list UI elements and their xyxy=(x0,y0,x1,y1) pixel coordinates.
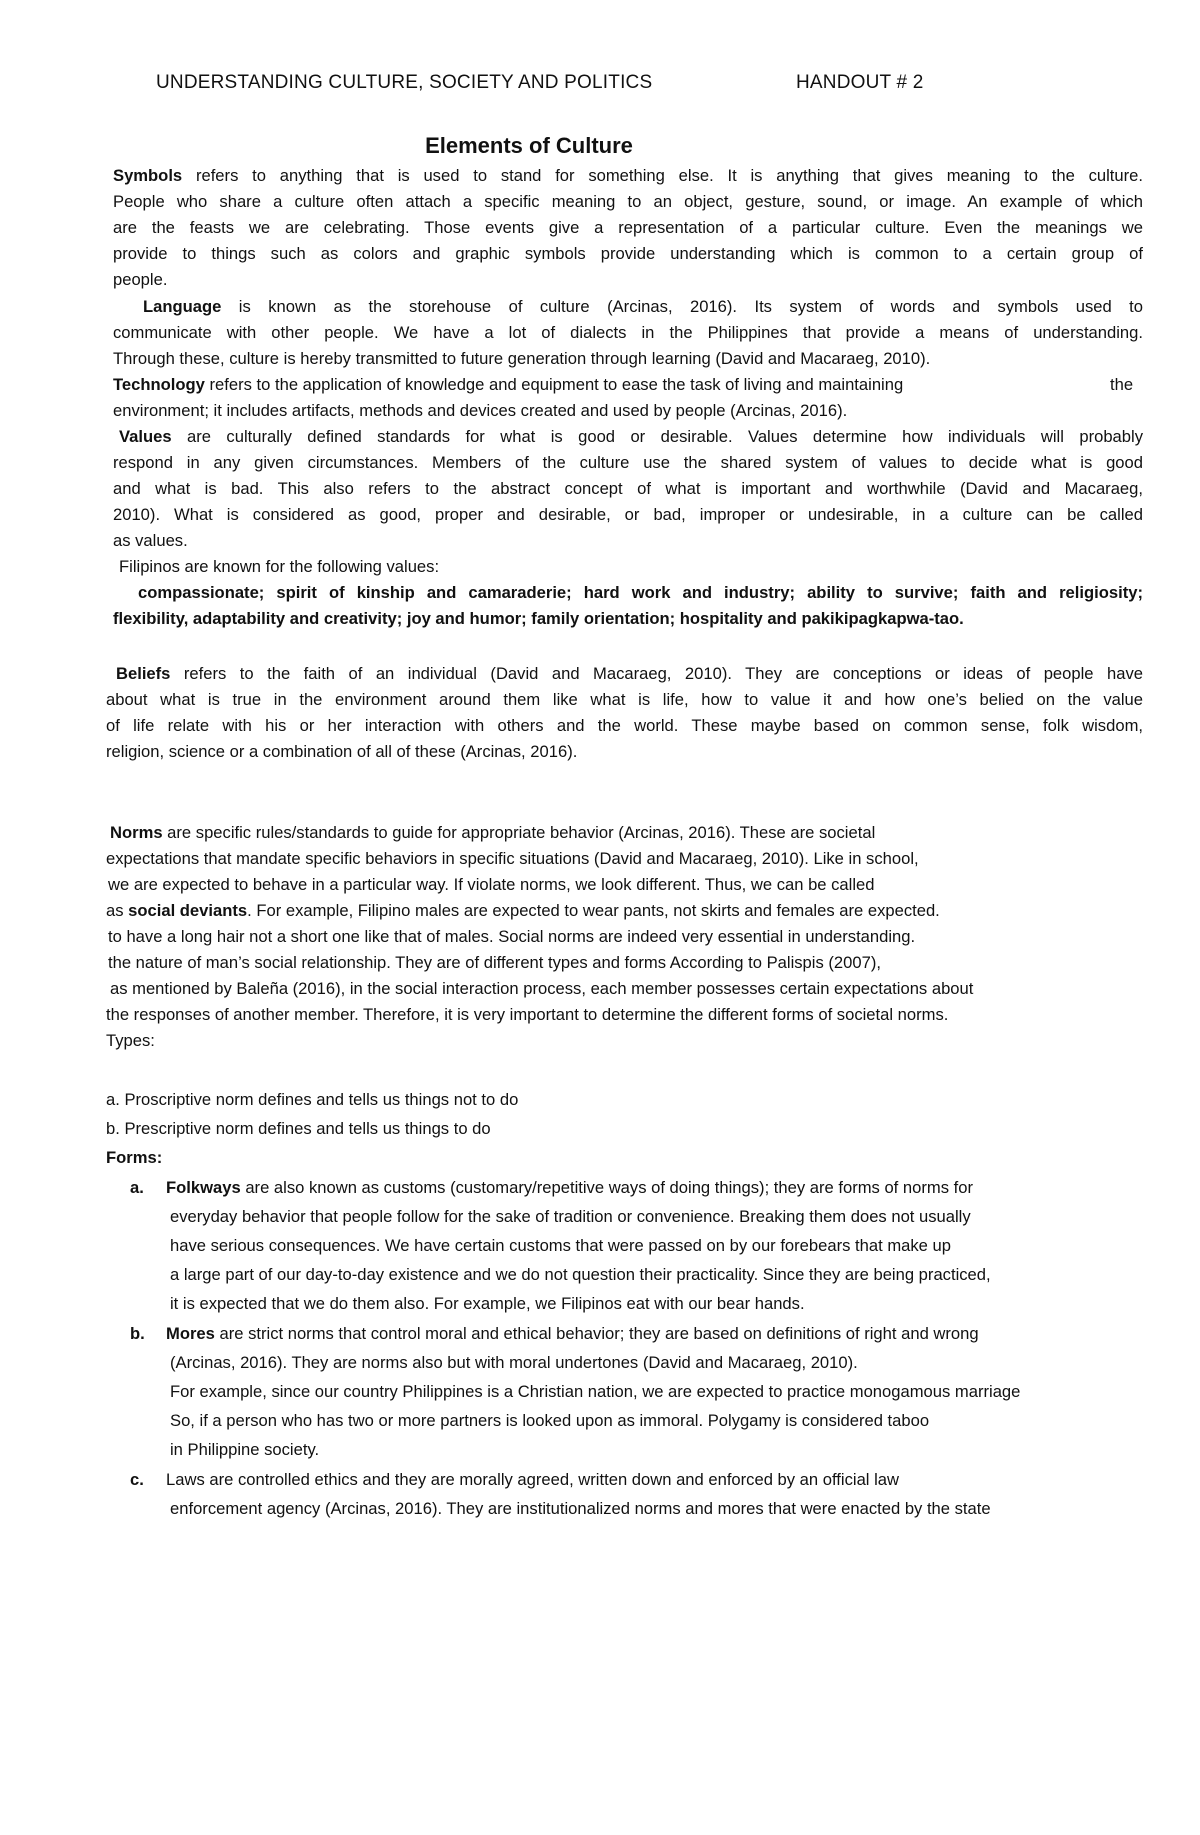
values-line-3: and what is bad. This also refers to the abstract concept of what is important and worthwhile (David and Macaraeg, xyxy=(113,479,1143,498)
laws-marker: c. xyxy=(130,1470,144,1489)
laws-line-2: enforcement agency (Arcinas, 2016). They are institutionalized norms and mores that were enacted by the state xyxy=(170,1499,991,1518)
mores-term: Mores xyxy=(166,1324,215,1343)
folkways-line-4: a large part of our day-to-day existence and we do not question their practicality. Since they are being practiced, xyxy=(170,1265,991,1284)
norms-line-2: expectations that mandate specific behaviors in specific situations (David and Macaraeg, 2010). Like in school, xyxy=(106,849,919,868)
values-line-4: 2010). What is considered as good, proper and desirable, or bad, improper or undesirable, in a culture can be called xyxy=(113,505,1143,524)
type-prescriptive: b. Prescriptive norm defines and tells us things to do xyxy=(106,1119,491,1138)
filipino-values-line-1: compassionate; spirit of kinship and camaraderie; hard work and industry; ability to survive; faith and religiosity; xyxy=(138,583,1143,602)
folkways-term: Folkways xyxy=(166,1178,241,1197)
language-line-3: Through these, culture is hereby transmitted to future generation through learning (David and Macaraeg, 2010). xyxy=(113,349,931,368)
language-line-1: Language is known as the storehouse of culture (Arcinas, 2016). Its system of words and symbols used to xyxy=(143,297,1143,316)
folkways-marker: a. xyxy=(130,1178,144,1197)
symbols-line-4: provide to things such as colors and graphic symbols provide understanding which is common to a certain group of xyxy=(113,244,1143,263)
beliefs-line-3: of life relate with his or her interaction with others and the world. These maybe based on common sense, folk wisdom, xyxy=(106,716,1143,735)
symbols-line-3: are the feasts we are celebrating. Those events give a representation of a particular culture. Even the meanings we xyxy=(113,218,1143,237)
values-line-6: Filipinos are known for the following values: xyxy=(119,557,440,576)
type-proscriptive: a. Proscriptive norm defines and tells us things not to do xyxy=(106,1090,519,1109)
handout-number: HANDOUT # 2 xyxy=(796,72,924,93)
technology-line-2: environment; it includes artifacts, methods and devices created and used by people (Arcinas, 2016). xyxy=(113,401,848,420)
symbols-line-5: people. xyxy=(113,270,168,289)
norms-line-3: we are expected to behave in a particular way. If violate norms, we look different. Thus, we can be called xyxy=(108,875,875,894)
course-title: UNDERSTANDING CULTURE, SOCIETY AND POLITICS xyxy=(156,72,653,93)
mores-line-1: Mores are strict norms that control moral and ethical behavior; they are based on definitions of right and wrong xyxy=(166,1324,979,1343)
norms-line-9: Types: xyxy=(106,1031,155,1050)
technology-term: Technology xyxy=(113,375,205,394)
mores-line-2: (Arcinas, 2016). They are norms also but with moral undertones (David and Macaraeg, 2010). xyxy=(170,1353,858,1372)
folkways-line-3: have serious consequences. We have certain customs that were passed on by our forebears that make up xyxy=(170,1236,951,1255)
language-term: Language xyxy=(143,297,222,316)
norms-line-4: as social deviants. For example, Filipino males are expected to wear pants, not skirts and females are expected. xyxy=(106,901,940,920)
values-line-2: respond in any given circumstances. Members of the culture use the shared system of values to decide what is good xyxy=(113,453,1143,472)
mores-line-4: So, if a person who has two or more partners is looked upon as immoral. Polygamy is considered taboo xyxy=(170,1411,930,1430)
mores-line-3: For example, since our country Philippines is a Christian nation, we are expected to practice monogamous marriage xyxy=(170,1382,1021,1401)
norms-term: Norms xyxy=(110,823,163,842)
mores-line-5: in Philippine society. xyxy=(170,1440,320,1459)
forms-heading: Forms: xyxy=(106,1148,163,1167)
beliefs-line-1: Beliefs refers to the faith of an individual (David and Macaraeg, 2010). They are conceptions or ideas of people have xyxy=(116,664,1143,683)
norms-line-1: Norms are specific rules/standards to guide for appropriate behavior (Arcinas, 2016). These are societal xyxy=(110,823,876,842)
beliefs-line-2: about what is true in the environment around them like what is life, how to value it and how one’s belied on the value xyxy=(106,690,1143,709)
filipino-values-line-2: flexibility, adaptability and creativity; joy and humor; family orientation; hospitality and pakikipagkapwa-tao. xyxy=(113,609,964,628)
symbols-line-1: Symbols refers to anything that is used to stand for something else. It is anything that gives meaning to the culture. xyxy=(113,166,1143,185)
values-line-1: Values are culturally defined standards for what is good or desirable. Values determine how individuals will probably xyxy=(119,427,1143,446)
mores-marker: b. xyxy=(130,1324,145,1343)
beliefs-term: Beliefs xyxy=(116,664,171,683)
social-deviants-term: social deviants xyxy=(128,901,248,920)
folkways-line-1: Folkways are also known as customs (customary/repetitive ways of doing things); they are forms of norms for xyxy=(166,1178,973,1197)
language-line-2: communicate with other people. We have a lot of dialects in the Philippines that provide a means of understanding. xyxy=(113,323,1143,342)
norms-line-6: the nature of man’s social relationship. They are of different types and forms According to Palispis (2007), xyxy=(108,953,881,972)
technology-line-1: Technology refers to the application of knowledge and equipment to ease the task of living and maintaining xyxy=(113,375,904,394)
laws-line-1: Laws are controlled ethics and they are morally agreed, written down and enforced by an official law xyxy=(166,1470,899,1489)
folkways-line-5: it is expected that we do them also. For example, we Filipinos eat with our bear hands. xyxy=(170,1294,805,1313)
symbols-line-2: People who share a culture often attach a specific meaning to an object, gesture, sound, or image. An example of which xyxy=(113,192,1143,211)
values-term: Values xyxy=(119,427,172,446)
norms-line-5: to have a long hair not a short one like that of males. Social norms are indeed very essential in understanding. xyxy=(108,927,916,946)
norms-line-7: as mentioned by Baleña (2016), in the social interaction process, each member possesses certain expectations about xyxy=(110,979,974,998)
values-line-5: as values. xyxy=(113,531,188,550)
symbols-term: Symbols xyxy=(113,166,183,185)
norms-line-8: the responses of another member. Therefore, it is very important to determine the different forms of societal norms. xyxy=(106,1005,949,1024)
folkways-line-2: everyday behavior that people follow for the sake of tradition or convenience. Breaking them does not usually xyxy=(170,1207,971,1226)
beliefs-line-4: religion, science or a combination of all of these (Arcinas, 2016). xyxy=(106,742,578,761)
technology-line-1-end: the xyxy=(1110,375,1134,394)
page-title: Elements of Culture xyxy=(425,133,633,158)
